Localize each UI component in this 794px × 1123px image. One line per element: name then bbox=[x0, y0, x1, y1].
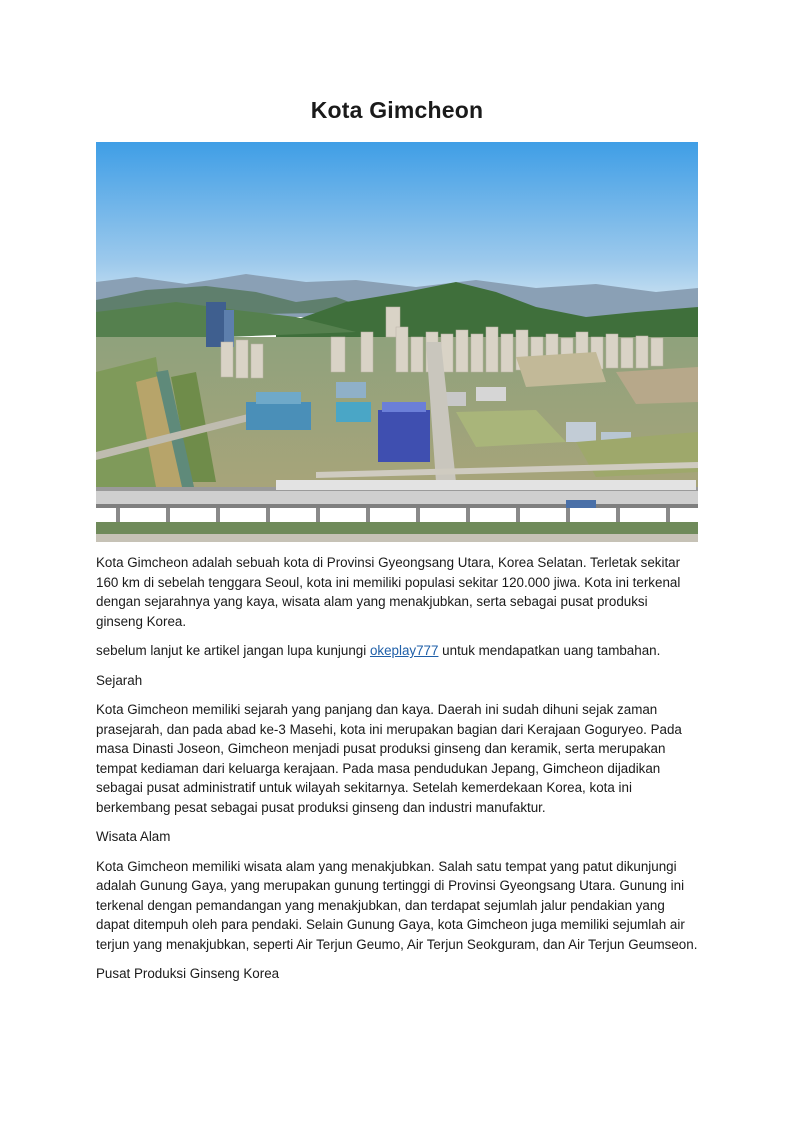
promo-text-before: sebelum lanjut ke artikel jangan lupa kunjungi bbox=[96, 643, 370, 658]
article-body bbox=[96, 553, 698, 994]
section-heading-ginseng: Pusat Produksi Ginseng Korea bbox=[96, 966, 280, 981]
intro-paragraph: Kota Gimcheon adalah sebuah kota di Provinsi Gyeongsang Utara, Korea Selatan. Terletak sekitar 160 km di sebelah tenggara Seoul, kota ini memiliki populasi sekitar 120.000 jiwa. Kota ini terkenal dengan sejarahnya yang kaya, wisata alam yang menakjubkan, serta sebagai pusat produksi ginseng Korea. bbox=[96, 555, 681, 629]
okeplay777-link[interactable]: okeplay777 bbox=[369, 643, 439, 658]
section-heading-nature: Wisata Alam bbox=[96, 829, 171, 844]
page-title: Kota Gimcheon bbox=[310, 97, 484, 123]
history-paragraph: Kota Gimcheon memiliki sejarah yang panjang dan kaya. Daerah ini sudah dihuni sejak zaman prasejarah, dan pada abad ke-3 Masehi, kota ini merupakan bagian dari Kerajaan Goguryeo. Pada masa Dinasti Joseon, Gimcheon menjadi pusat produksi ginseng dan keramik, serta merupakan tempat kediaman dari keluarga kerajaan. Pada masa pendudukan Jepang, Gimcheon dijadikan sebagai pusat administratif untuk wilayah sekitarnya. Setelah kemerdekaan Korea, kota ini berkembang pesat sebagai pusat produksi ginseng dan industri manufaktur. bbox=[96, 702, 682, 815]
promo-text-after: untuk mendapatkan uang tambahan. bbox=[438, 643, 661, 658]
section-heading-history: Sejarah bbox=[96, 672, 143, 688]
nature-paragraph: Kota Gimcheon memiliki wisata alam yang menakjubkan. Salah satu tempat yang patut dikunjungi adalah Gunung Gaya, yang merupakan gunung tertinggi di Provinsi Gyeongsang Utara. Gunung ini terkenal dengan pemandangan yang menakjubkan, dan terdapat sejumlah jalur pendakian yang dapat ditempuh oleh para pendaki. Selain Gunung Gaya, kota Gimcheon juga memiliki sejumlah air terjun yang menakjubkan, seperti Air Terjun Geumo, Air Terjun Seokguram, dan Air Terjun Geumseon. bbox=[96, 858, 698, 952]
promo-paragraph bbox=[96, 641, 698, 661]
city-aerial-photo bbox=[96, 142, 698, 542]
